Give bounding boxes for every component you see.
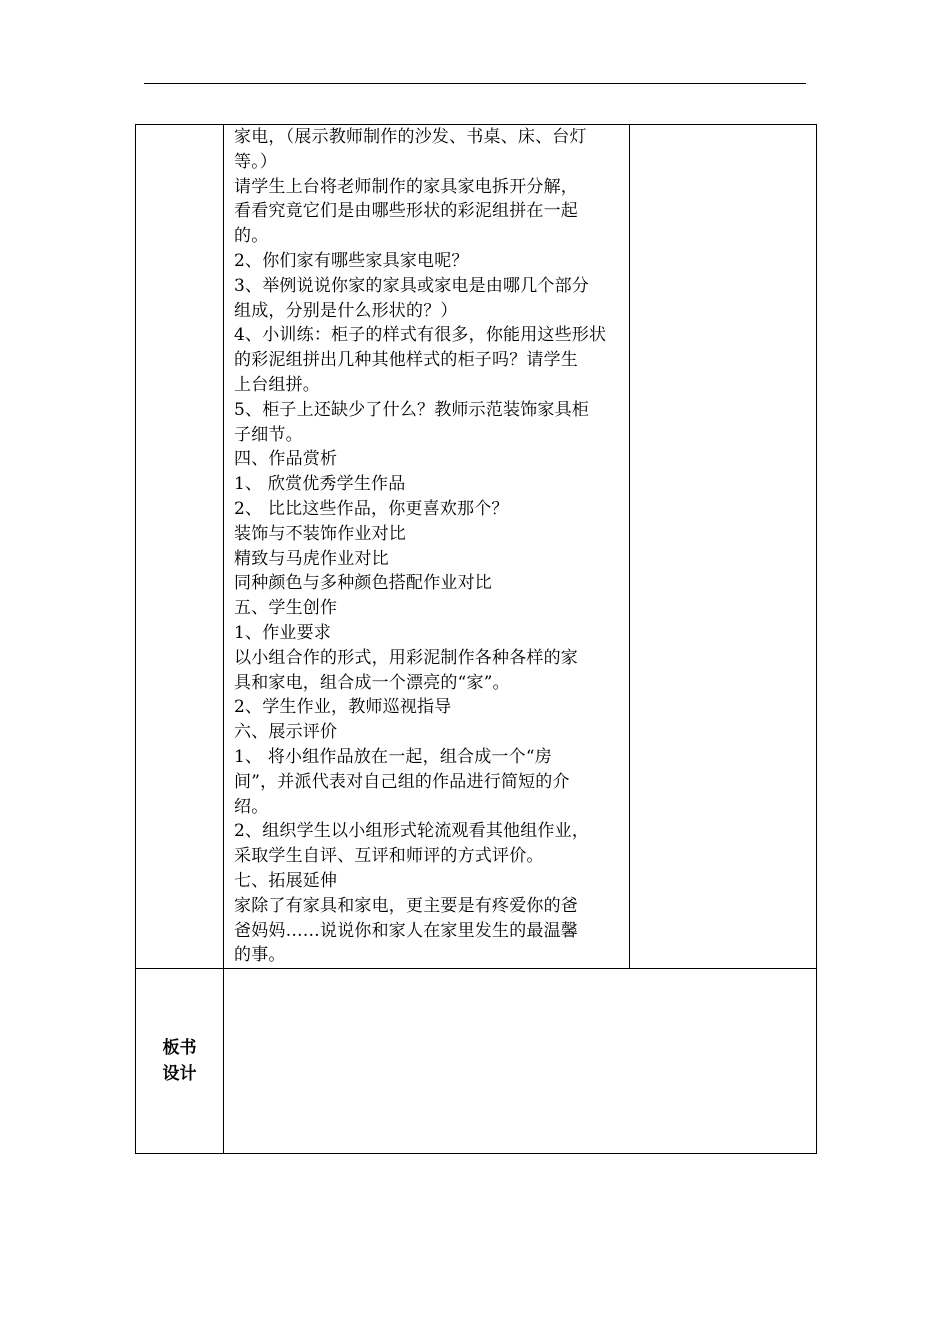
content-line: 家电，（展示教师制作的沙发、书桌、床、台灯 xyxy=(234,127,587,147)
process-label-cell xyxy=(136,125,224,969)
process-content-cell xyxy=(224,125,630,969)
board-design-label xyxy=(136,1035,223,1087)
content-line: 2、学生作业，教师巡视指导 xyxy=(234,697,452,718)
content-line: 七、拓展延伸 xyxy=(234,870,338,891)
process-notes-cell xyxy=(630,125,817,969)
content-line: 精致与马虎作业对比 xyxy=(234,548,389,569)
content-line: 1、 将小组作品放在一起，组合成一个“房 xyxy=(234,746,552,767)
lesson-plan-table xyxy=(135,124,817,1154)
content-line: 五、学生创作 xyxy=(234,598,338,619)
content-line: 等。） xyxy=(234,151,278,172)
content-line: 家除了有家具和家电，更主要是有疼爱你的爸 xyxy=(234,895,578,916)
content-line: 的。 xyxy=(234,226,269,247)
header-rule xyxy=(144,83,806,84)
board-design-content-cell xyxy=(224,969,817,1154)
content-line: 2、你们家有哪些家具家电呢？ xyxy=(234,250,469,271)
content-line: 上台组拼。 xyxy=(234,374,320,395)
content-line: 绍。 xyxy=(234,796,269,817)
content-line: 2、组织学生以小组形式轮流观看其他组作业， xyxy=(234,821,590,842)
board-design-label-line1: 板书 xyxy=(162,1038,197,1059)
content-line: 的彩泥组拼出几种其他样式的柜子吗？请学生 xyxy=(234,350,578,371)
content-line: 子细节。 xyxy=(234,424,303,445)
content-line: 采取学生自评、互评和师评的方式评价。 xyxy=(234,846,544,867)
content-line: 2、 比比这些作品，你更喜欢那个？ xyxy=(234,498,509,519)
content-line: 的事。 xyxy=(234,945,286,966)
content-line: 组成，分别是什么形状的？） xyxy=(234,300,458,321)
board-design-label-line2: 设计 xyxy=(162,1064,197,1085)
content-line: 四、作品赏析 xyxy=(234,449,338,470)
content-line: 看看究竟它们是由哪些形状的彩泥组拼在一起 xyxy=(234,201,578,222)
content-line: 同种颜色与多种颜色搭配作业对比 xyxy=(234,573,492,594)
content-line: 以小组合作的形式，用彩泥制作各种各样的家 xyxy=(234,647,578,668)
process-content xyxy=(234,125,621,968)
content-line: 1、 欣赏优秀学生作品 xyxy=(234,474,406,495)
board-design-row xyxy=(136,969,817,1154)
content-line: 3、举例说说你家的家具或家电是由哪几个部分 xyxy=(234,275,590,296)
teaching-process-row xyxy=(136,125,817,969)
content-line: 六、展示评价 xyxy=(234,722,338,743)
content-line: 具和家电，组合成一个漂亮的“家”。 xyxy=(234,672,510,693)
content-line: 5、柜子上还缺少了什么？教师示范装饰家具柜 xyxy=(234,399,590,420)
content-line: 4、小训练：柜子的样式有很多，你能用这些形状 xyxy=(234,325,607,346)
content-line: 装饰与不装饰作业对比 xyxy=(234,523,406,544)
board-design-label-cell xyxy=(136,969,224,1154)
content-line: 间”，并派代表对自己组的作品进行简短的介 xyxy=(234,771,570,792)
content-line: 1、作业要求 xyxy=(234,622,332,643)
content-line: 请学生上台将老师制作的家具家电拆开分解， xyxy=(234,176,578,197)
content-line: 爸妈妈……说说你和家人在家里发生的最温馨 xyxy=(234,920,578,941)
